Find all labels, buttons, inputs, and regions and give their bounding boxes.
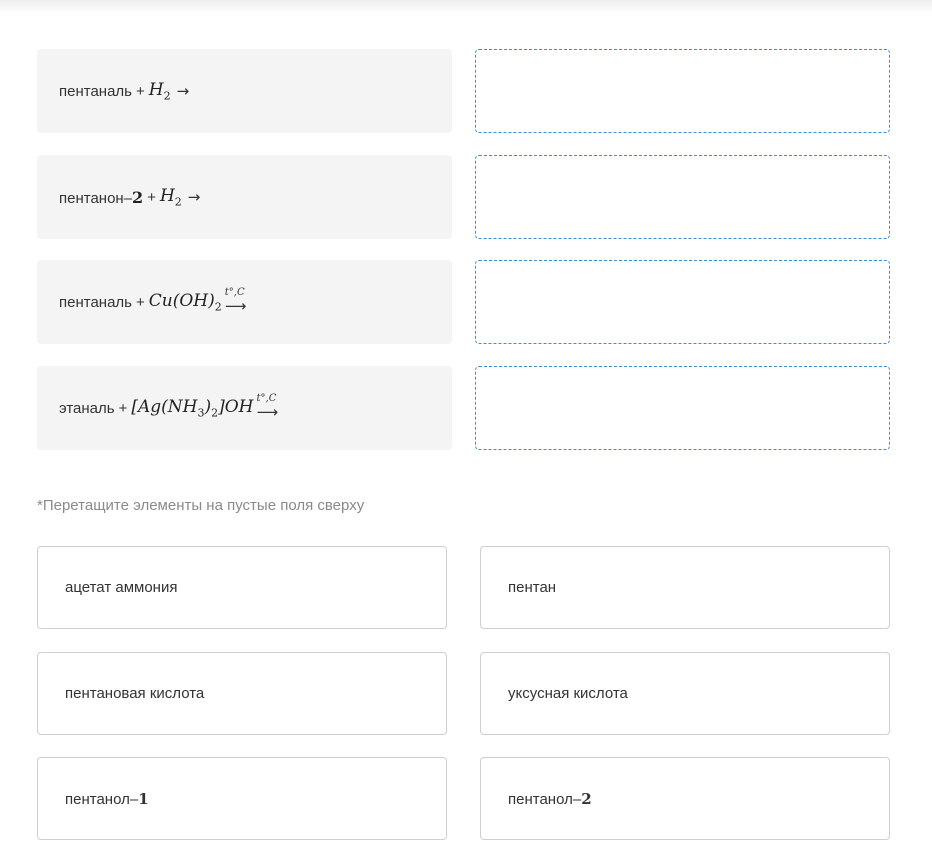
reaction-condition: t°,C <box>256 392 277 404</box>
reaction-equation-1 <box>37 49 452 133</box>
draggable-option-pentanol-2[interactable] <box>480 757 890 840</box>
plus-sign: + <box>118 399 128 417</box>
draggable-option-ammonium-acetate[interactable] <box>37 546 447 629</box>
reaction-arrow: ⟶ <box>224 296 245 315</box>
reaction-arrow: ⟶ <box>256 402 277 421</box>
reagent-formula: $Cu(OH)_2$ <box>148 290 222 314</box>
reagent-formula: $H_2$ <box>148 79 171 103</box>
plus-sign: + <box>147 188 156 206</box>
reaction-condition: t°,C <box>224 286 245 298</box>
option-label: пентанол–2 <box>508 789 592 808</box>
answer-drop-zone-2[interactable] <box>475 155 890 239</box>
reactant-name: пентаналь <box>59 293 132 311</box>
option-label: пентанол–1 <box>65 789 149 808</box>
reaction-row-4 <box>37 366 890 450</box>
draggable-option-pentanol-1[interactable] <box>37 757 447 840</box>
reaction-row-2 <box>37 155 890 239</box>
answer-drop-zone-1[interactable] <box>475 49 890 133</box>
conditional-arrow <box>225 288 245 313</box>
drag-instruction: *Перетащите элементы на пустые поля сверху <box>37 497 365 514</box>
option-label: пентановая кислота <box>65 685 205 702</box>
answer-drop-zone-4[interactable] <box>475 366 890 450</box>
draggable-option-pentane[interactable] <box>480 546 890 629</box>
plus-sign: + <box>136 82 145 100</box>
plus-sign: + <box>136 293 145 311</box>
reaction-row-3 <box>37 260 890 344</box>
draggable-option-acetic-acid[interactable] <box>480 652 890 735</box>
reaction-arrow: → <box>176 82 190 100</box>
reaction-equation-4 <box>37 366 452 450</box>
reagent-formula: $[Ag(NH_3)_2]OH$ <box>131 396 254 420</box>
reaction-row-1 <box>37 49 890 133</box>
reagent-formula: $H_2$ <box>159 185 182 209</box>
reactant-name: пентанон–2 <box>59 187 144 207</box>
answer-drop-zone-3[interactable] <box>475 260 890 344</box>
reaction-equation-2 <box>37 155 452 239</box>
reactant-name: пентаналь <box>59 82 132 100</box>
option-label: пентан <box>508 579 557 596</box>
draggable-option-pentanoic-acid[interactable] <box>37 652 447 735</box>
conditional-arrow <box>257 394 277 419</box>
reaction-equation-3 <box>37 260 452 344</box>
option-label: ацетат аммония <box>65 579 178 596</box>
reactant-name: этаналь <box>59 399 115 417</box>
option-label: уксусная кислота <box>508 685 628 702</box>
reaction-arrow: → <box>187 188 201 206</box>
header-shadow <box>0 0 932 14</box>
